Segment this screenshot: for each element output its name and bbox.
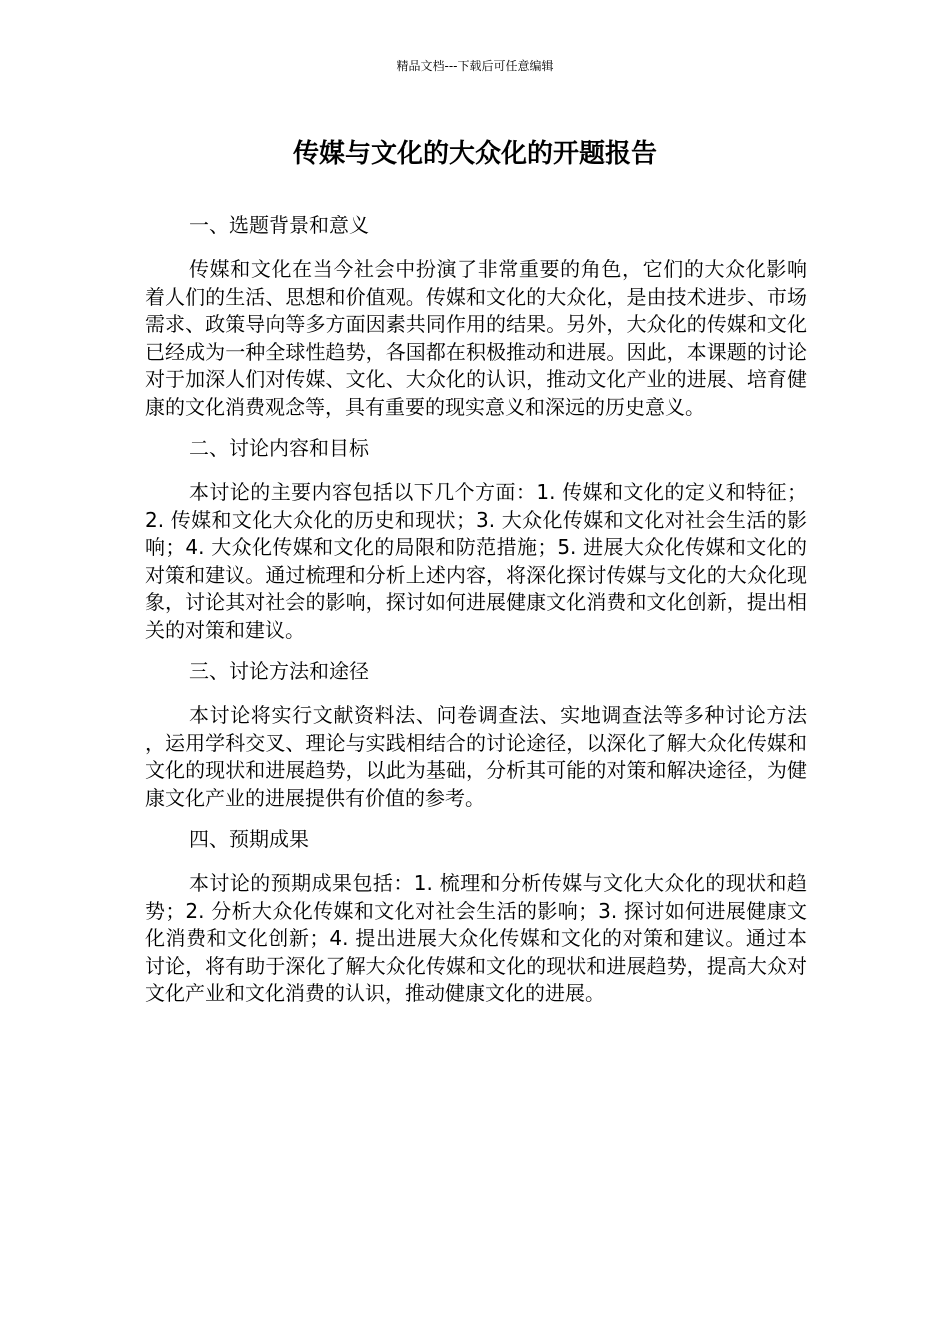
document-body — [145, 212, 807, 1022]
section-heading: 一、选题背景和意义 — [189, 213, 369, 237]
section-heading: 四、预期成果 — [189, 827, 309, 851]
section-expected-results — [145, 826, 807, 1008]
section-heading: 二、讨论内容和目标 — [189, 436, 369, 460]
section-paragraph: 本讨论的主要内容包括以下几个方面：1. 传媒和文化的定义和特征；2. 传媒和文化大众化的历史和现状；3. 大众化传媒和文化对社会生活的影响；4. 大众化传媒和文化的局限和防范措施；5. 进展大众化传媒和文化的对策和建议。通过梳理和分析上述内容，将深化探讨传媒与文化的大众化现象，讨论其对社会的影响，探讨如何进展健康文化消费和文化创新，提出相关的对策和建议。 — [145, 480, 807, 642]
section-content-goals — [145, 435, 807, 644]
page-header-note: 精品文档---下载后可任意编辑 — [396, 59, 554, 73]
section-paragraph: 传媒和文化在当今社会中扮演了非常重要的角色，它们的大众化影响着人们的生活、思想和价值观。传媒和文化的大众化，是由技术进步、市场需求、政策导向等多方面因素共同作用的结果。另外，大众化的传媒和文化已经成为一种全球性趋势，各国都在积极推动和进展。因此，本课题的讨论对于加深人们对传媒、文化、大众化的认识，推动文化产业的进展、培育健康的文化消费观念等，具有重要的现实意义和深远的历史意义。 — [145, 257, 807, 419]
section-paragraph: 本讨论将实行文献资料法、问卷调查法、实地调查法等多种讨论方法，运用学科交叉、理论与实践相结合的讨论途径，以深化了解大众化传媒和文化的现状和进展趋势，以此为基础，分析其可能的对策和解决途径，为健康文化产业的进展提供有价值的参考。 — [145, 703, 807, 810]
document-title: 传媒与文化的大众化的开题报告 — [292, 139, 657, 169]
section-background — [145, 212, 807, 421]
section-heading: 三、讨论方法和途径 — [189, 659, 369, 683]
section-methods — [145, 658, 807, 812]
section-paragraph: 本讨论的预期成果包括：1. 梳理和分析传媒与文化大众化的现状和趋势；2. 分析大众化传媒和文化对社会生活的影响；3. 探讨如何进展健康文化消费和文化创新；4. 提出进展大众化传媒和文化的对策和建议。通过本讨论，将有助于深化了解大众化传媒和文化的现状和进展趋势，提高大众对文化产业和文化消费的认识，推动健康文化的进展。 — [145, 871, 807, 1005]
